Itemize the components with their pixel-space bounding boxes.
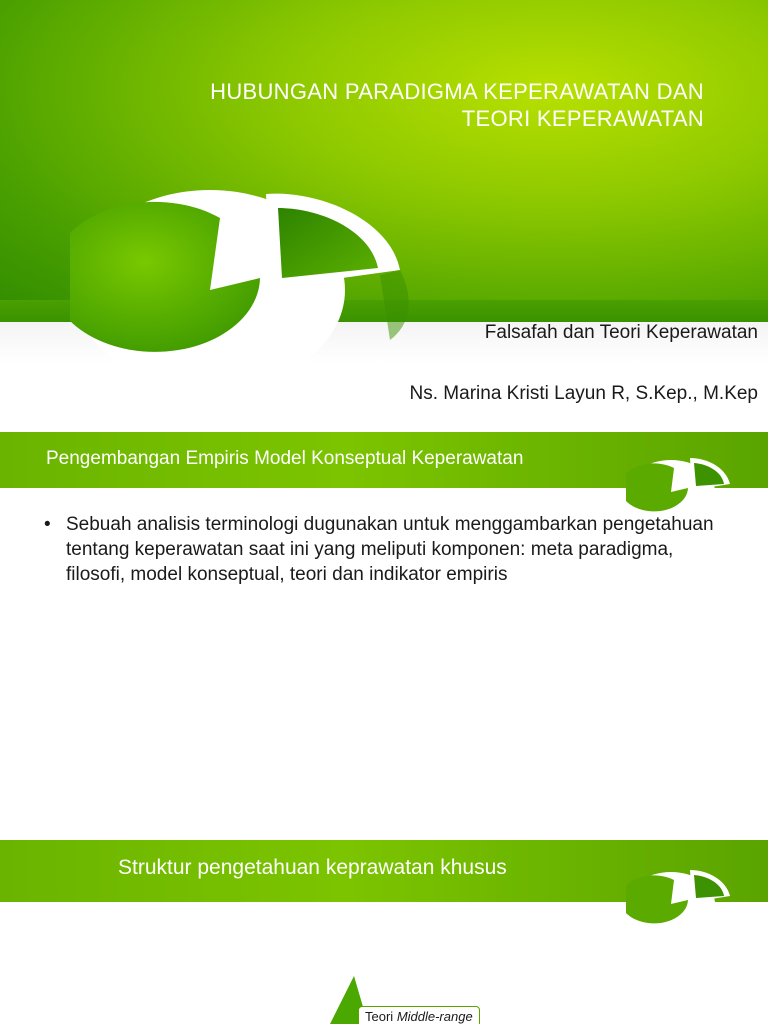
pie-logo-icon — [626, 858, 736, 938]
content-slide-2 — [0, 840, 768, 1024]
slide-title — [104, 78, 704, 132]
pie-logo-icon — [70, 150, 450, 400]
bullet-item — [44, 512, 734, 587]
theory-label-range: Middle-range — [396, 1009, 473, 1024]
theory-level-label — [358, 1006, 480, 1024]
presenter-name: Ns. Marina Kristi Layun R, S.Kep., M.Kep — [409, 383, 758, 404]
title-slide — [0, 0, 768, 425]
theory-label-prefix: Teori — [365, 1009, 394, 1024]
slide-header-title: Pengembangan Empiris Model Konseptual Keperawatan — [46, 448, 524, 469]
bullet-icon: • — [44, 514, 51, 535]
content-slide-1 — [0, 432, 768, 832]
slide-header-title: Struktur pengetahuan keprawatan khusus — [118, 856, 507, 879]
bullet-text: Sebuah analisis terminologi dugunakan untuk menggambarkan pengetahuan tentang keperawatan saat ini yang meliputi komponen: meta paradigma, filosofi, model konseptual, teori dan indikator empiris — [66, 514, 714, 585]
title-line-1: HUBUNGAN PARADIGMA KEPERAWATAN DAN — [210, 79, 704, 104]
presentation-subtitle: Falsafah dan Teori Keperawatan — [484, 322, 758, 343]
title-line-2: TEORI KEPERAWATAN — [461, 106, 704, 131]
